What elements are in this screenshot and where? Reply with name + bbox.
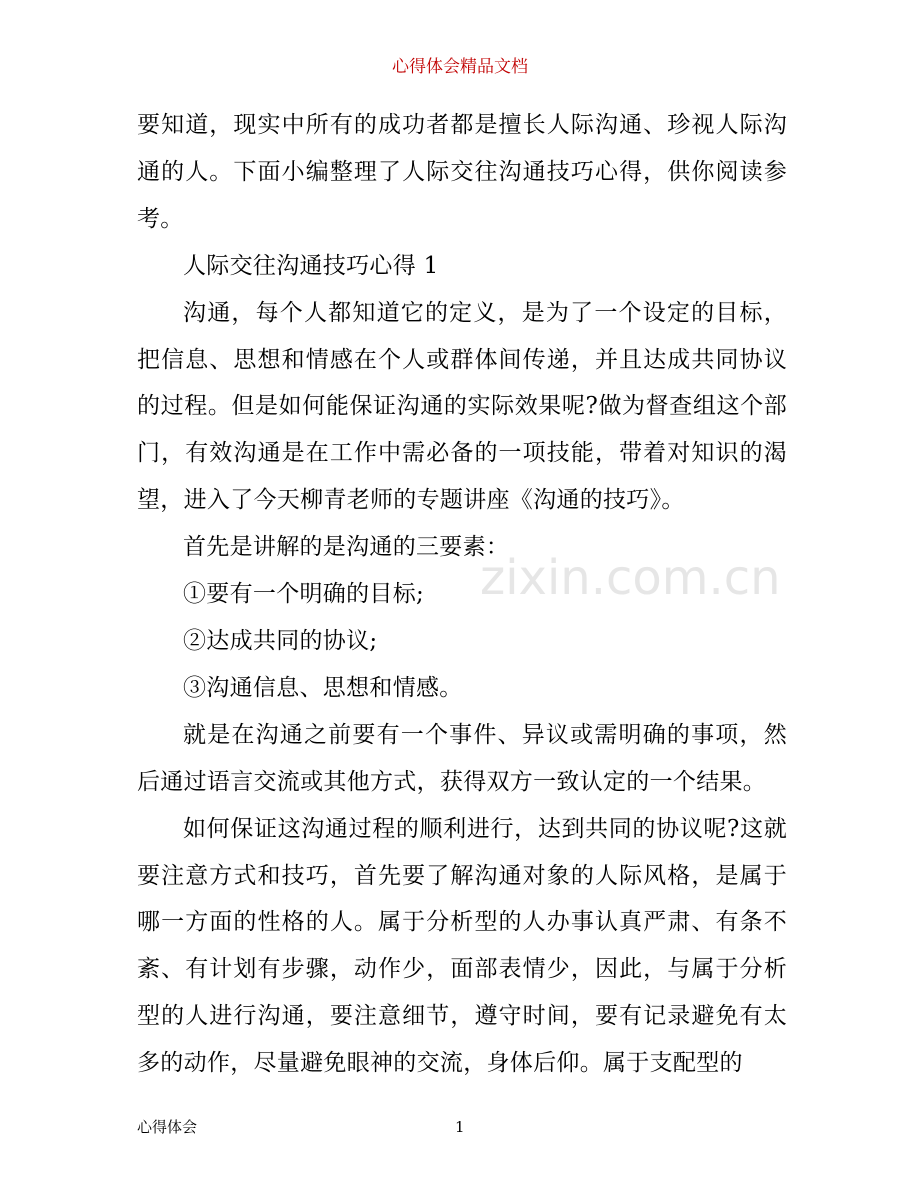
document-header-title: 心得体会精品文档 xyxy=(392,57,528,77)
list-item: ②达成共同的协议; xyxy=(183,627,378,654)
watermark-text: zixin.com.cn xyxy=(480,550,781,606)
section-heading: 人际交往沟通技巧心得 1 xyxy=(183,252,439,279)
body-paragraph: 沟通，每个人都知道它的定义，是为了一个设定的目标，把信息、思想和情感在个人或群体间传递，并且达成共同协议的过程。但是如何能保证沟通的实际效果呢?做为督查组这个部门，有效沟通是在工作中需必备的一项技能，带着对知识的渴望，进入了今天柳青老师的专题讲座《沟通的技巧》。 xyxy=(137,299,787,514)
body-paragraph: 如何保证这沟通过程的顺利进行，达到共同的协议呢?这就要注意方式和技巧，首先要了解沟通对象的人际风格，是属于哪一方面的性格的人。属于分析型的人办事认真严肃、有条不紊、有计划有步骤，动作少，面部表情少，因此，与属于分析型的人进行沟通，要注意细节，遵守时间，要有记录避免有太多的动作，尽量避免眼神的交流，身体后仰。属于支配型的 xyxy=(137,815,787,1077)
footer-label: 心得体会 xyxy=(137,1118,198,1136)
intro-paragraph: 要知道，现实中所有的成功者都是擅长人际沟通、珍视人际沟通的人。下面小编整理了人际交往沟通技巧心得，供你阅读参考。 xyxy=(137,112,787,232)
list-item: ③沟通信息、思想和情感。 xyxy=(183,674,463,701)
list-item: ①要有一个明确的目标; xyxy=(183,581,425,608)
document-body xyxy=(137,102,787,1087)
page-number: 1 xyxy=(455,1118,465,1136)
body-paragraph: 就是在沟通之前要有一个事件、异议或需明确的事项，然后通过语言交流或其他方式，获得双方一致认定的一个结果。 xyxy=(137,721,787,795)
body-paragraph: 首先是讲解的是沟通的三要素： xyxy=(183,534,510,561)
